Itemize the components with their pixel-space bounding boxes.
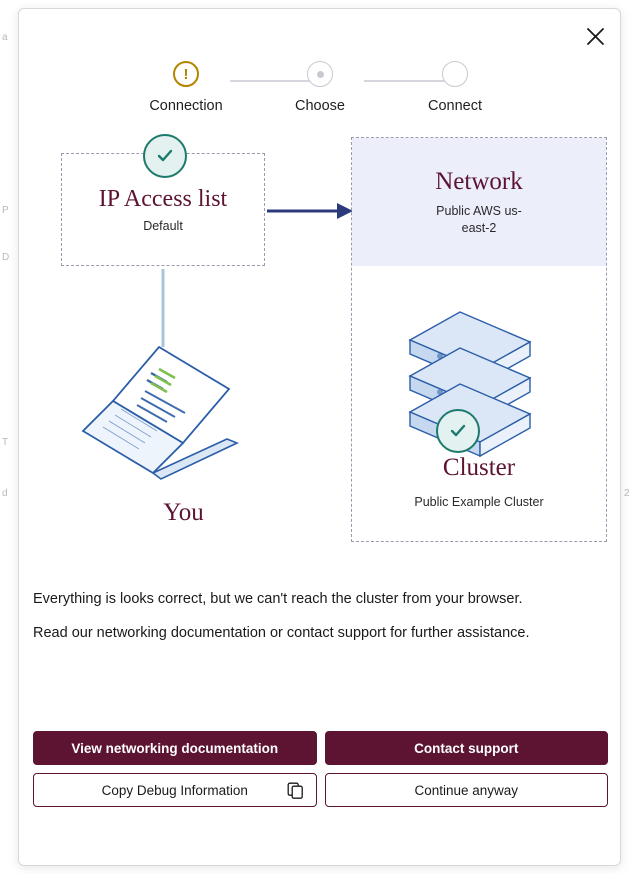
contact-support-button[interactable]: Contact support <box>325 731 609 765</box>
background-text: D <box>2 252 10 263</box>
ip-access-list-title: IP Access list <box>98 186 228 212</box>
step-connection-label: Connection <box>149 98 223 114</box>
message-line-2: Read our networking documentation or contact support for further assistance. <box>33 624 530 641</box>
message-line-1: Everything is looks correct, but we can't reach the cluster from your browser. <box>33 591 523 607</box>
step-choose[interactable] <box>250 61 390 114</box>
step-connect-icon <box>442 61 468 87</box>
continue-anyway-button[interactable]: Continue anyway <box>325 773 609 807</box>
you-label: You <box>163 499 204 526</box>
view-networking-documentation-button[interactable]: View networking documentation <box>33 731 317 765</box>
step-connect-label: Connect <box>427 98 482 114</box>
background-text: 2 <box>624 488 630 499</box>
cluster-subtitle: Public Example Cluster <box>414 495 544 509</box>
connection-troubleshooting-dialog <box>18 8 621 866</box>
footer-row-primary <box>33 731 608 765</box>
copy-debug-label: Copy Debug Information <box>101 782 248 798</box>
background-text: a <box>2 32 8 43</box>
cluster-title: Cluster <box>442 454 516 481</box>
step-connection-icon <box>173 61 199 87</box>
ip-access-list-subtitle: Default <box>143 219 183 233</box>
dot-icon <box>317 71 324 78</box>
warning-glyph: ! <box>183 65 189 83</box>
step-connection[interactable] <box>116 61 256 114</box>
network-title: Network <box>435 167 523 195</box>
stepper <box>19 37 622 114</box>
footer-row-secondary <box>33 773 608 807</box>
connection-diagram <box>19 129 622 559</box>
laptop-illustration <box>19 129 622 559</box>
step-connect[interactable] <box>385 61 525 114</box>
copy-debug-information-button[interactable] <box>33 773 317 807</box>
step-choose-icon <box>307 61 333 87</box>
dialog-footer <box>33 731 608 815</box>
background-text: T <box>2 437 9 448</box>
background-text: P <box>2 205 9 216</box>
background-text: d <box>2 488 8 499</box>
network-subtitle: Public AWS us-east-2 <box>436 203 522 235</box>
step-choose-label: Choose <box>295 98 345 114</box>
copy-icon <box>287 782 304 799</box>
message-block <box>33 589 608 657</box>
